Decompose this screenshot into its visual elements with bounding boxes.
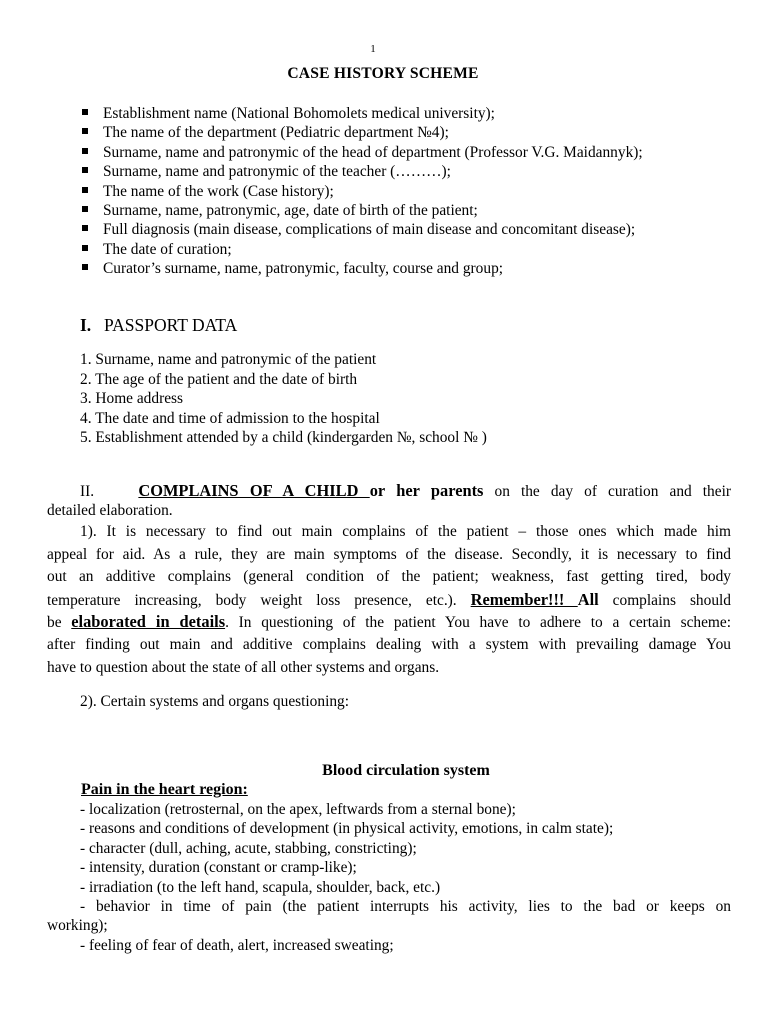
elaborated-emphasis: elaborated in details (71, 612, 226, 632)
pain-heart-heading: Pain in the heart region: (81, 781, 248, 798)
square-bullet-icon (82, 109, 88, 115)
pain-characteristics-list (47, 800, 731, 955)
square-bullet-icon (82, 187, 88, 193)
bullet-item: Full diagnosis (main disease, complications of main disease and concomitant disease); (82, 220, 643, 239)
bullet-item: Surname, name, patronymic, age, date of birth of the patient; (82, 201, 643, 220)
square-bullet-icon (82, 148, 88, 154)
square-bullet-icon (82, 225, 88, 231)
list-item: 1. Surname, name and patronymic of the patient (80, 351, 377, 368)
list-item: - intensity, duration (constant or cramp-like); (80, 859, 357, 877)
section-heading-complains: II. COMPLAINS OF A CHILD or her parents on the day of curation and their detailed elaboration. (47, 481, 731, 519)
square-bullet-icon (82, 167, 88, 173)
page-number: 1 (370, 43, 376, 55)
bullet-item: Surname, name and patronymic of the head of department (Professor V.G. Maidannyk); (82, 143, 643, 162)
list-item: - irradiation (to the left hand, scapula, shoulder, back, etc.) (80, 878, 441, 896)
complains-title-underlined: COMPLAINS OF A CHILD (138, 481, 370, 500)
bullet-item: Surname, name and patronymic of the teacher (………); (82, 162, 643, 181)
complains-title-rest: or her parents (369, 481, 484, 500)
square-bullet-icon (82, 245, 88, 251)
complains-paragraph: 1). It is necessary to find out main complains of the patient – those ones which made him appeal for aid. As a rule, they are main symptoms of the disease. Secondly, it is necessary to find out an additive complains (general condition of the patient; weakness, fast getting tired, body temperature increasing, body weight loss presence, etc.). Remember!!! All complains should be elaborated in details. In questioning of the patient You have to adhere to a certain scheme: after finding out main and additive complains dealing with a system with prevailing damage You have to question about the state of all other systems and organs. (47, 523, 732, 676)
list-item: - localization (retrosternal, on the apex, leftwards from a sternal bone); (80, 801, 516, 818)
all-emphasis: All (577, 589, 599, 609)
bullet-item: The name of the department (Pediatric department №4); (82, 123, 643, 142)
list-item: - character (dull, aching, acute, stabbing, constricting); (80, 839, 417, 857)
remember-emphasis: Remember!!! (470, 589, 578, 609)
square-bullet-icon (82, 206, 88, 212)
square-bullet-icon (82, 128, 88, 134)
document-title: CASE HISTORY SCHEME (287, 65, 479, 82)
bullet-item: Curator’s surname, name, patronymic, faculty, course and group; (82, 259, 643, 278)
list-item: 4. The date and time of admission to the hospital (80, 409, 380, 427)
list-item: 3. Home address (80, 390, 184, 408)
systems-questioning-paragraph: 2). Certain systems and organs questioning: (80, 693, 350, 710)
bullet-item: Establishment name (National Bohomolets medical university); (82, 104, 643, 123)
passport-data-list (80, 350, 487, 448)
list-item: - feeling of fear of death, alert, increased sweating; (80, 936, 394, 954)
list-item: 2. The age of the patient and the date of birth (80, 370, 358, 388)
list-item: - behavior in time of pain (the patient interrupts his activity, lies to the bad or keeps on (80, 897, 731, 915)
bullet-item: The date of curation; (82, 240, 643, 259)
blood-circulation-heading: Blood circulation system (322, 762, 490, 779)
square-bullet-icon (82, 264, 88, 270)
list-item: - reasons and conditions of development (in physical activity, emotions, in calm state); (80, 820, 614, 838)
list-item-continuation: working); (47, 917, 108, 935)
section-heading-passport-data: I. PASSPORT DATA (80, 315, 238, 335)
header-bullet-list (82, 104, 643, 279)
bullet-item: The name of the work (Case history); (82, 182, 643, 201)
list-item: 5. Establishment attended by a child (kindergarden №, school № ) (80, 429, 487, 447)
